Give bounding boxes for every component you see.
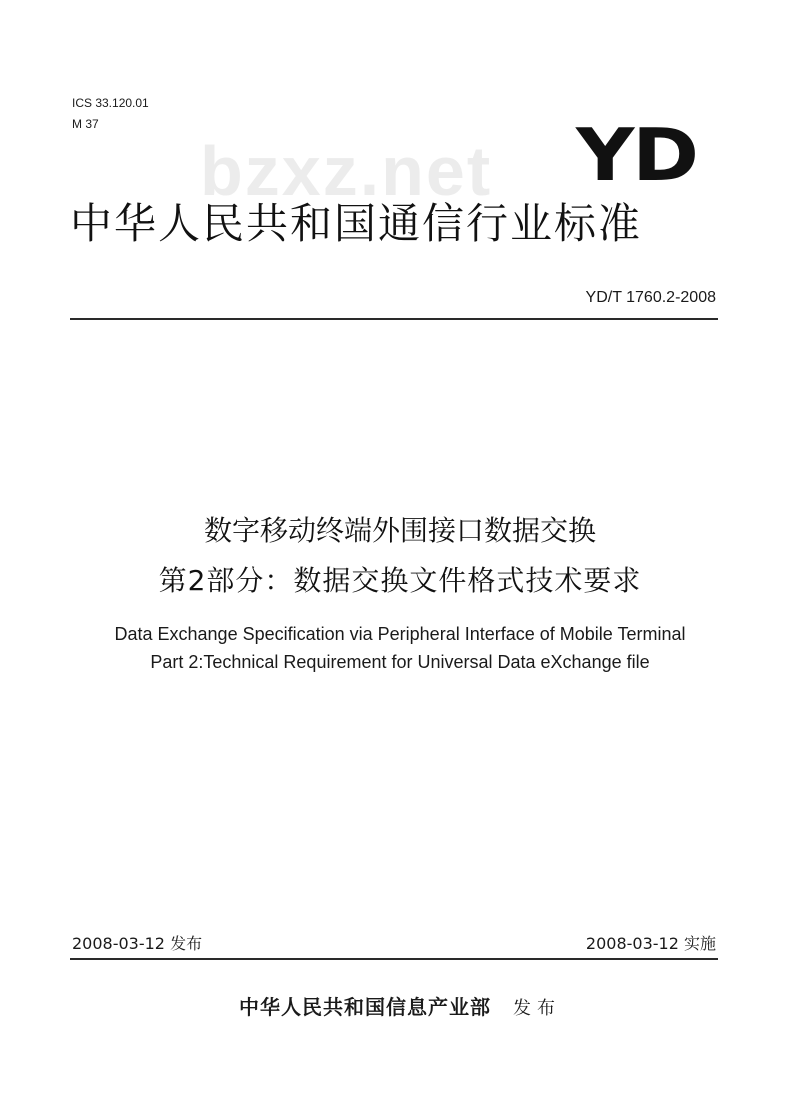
title-en-line1: Data Exchange Specification via Peripheral Interface of Mobile Terminal	[114, 624, 686, 644]
title-en-line2: Part 2:Technical Requirement for Universal Data eXchange file	[150, 652, 650, 672]
standard-number: YD/T 1760.2-2008	[585, 289, 716, 306]
title-zh-line2: 第2部分：数据交换文件格式技术要求	[158, 564, 642, 597]
ics-code: ICS 33.120.01	[72, 96, 149, 110]
issue-date: 2008-03-12 发布	[72, 934, 203, 953]
footer-divider	[70, 958, 718, 960]
standard-category-title: 中华人民共和国通信行业标准	[70, 199, 643, 248]
header-divider	[70, 318, 718, 320]
yd-logo: YD	[576, 113, 697, 197]
watermark: bzxz.net	[200, 132, 493, 210]
publisher-action: 发布	[513, 998, 561, 1019]
title-zh-line1: 数字移动终端外围接口数据交换	[203, 514, 596, 547]
publisher-line	[0, 994, 800, 1022]
publisher-name: 中华人民共和国信息产业部	[239, 995, 491, 1019]
implementation-date: 2008-03-12 实施	[585, 934, 716, 953]
ccs-code: M 37	[72, 117, 99, 131]
